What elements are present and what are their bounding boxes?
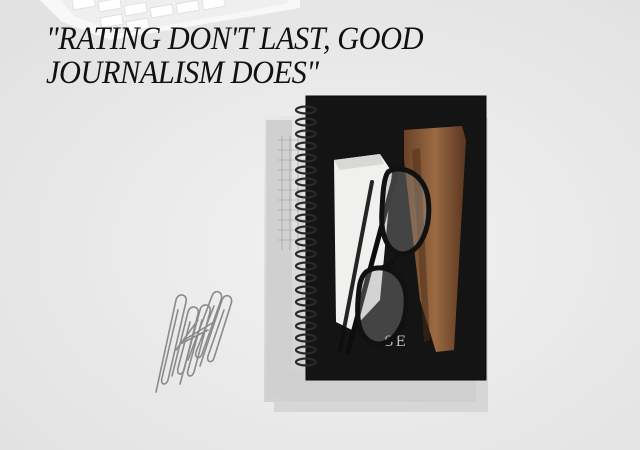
quote-line-2: JOURNALISM DOES" [46, 55, 319, 91]
notebook-cover-text: SE [384, 334, 408, 350]
quote-line-1: "RATING DON'T LAST, GOOD [46, 21, 424, 57]
eyeglass-lens-top [382, 169, 429, 254]
quote-caption [46, 22, 451, 90]
eyeglass-lens-bottom [358, 268, 407, 344]
